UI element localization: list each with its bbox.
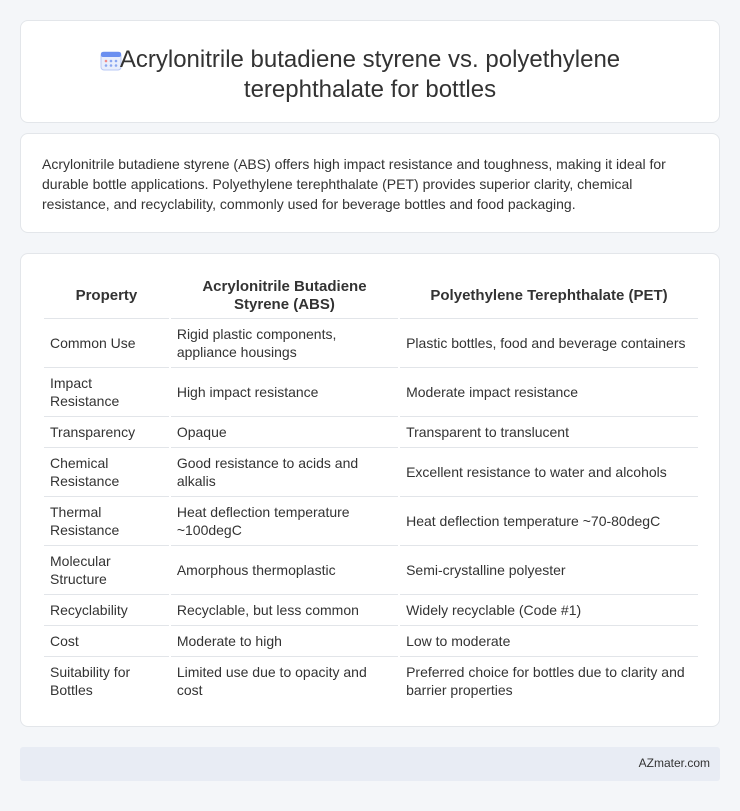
property-cell: Cost bbox=[44, 625, 169, 656]
comparison-table bbox=[42, 274, 700, 705]
header-property: Property bbox=[75, 287, 138, 304]
intro-card bbox=[20, 133, 720, 233]
table-row bbox=[44, 656, 698, 705]
abs-cell: Heat deflection temperature ~100degC bbox=[171, 496, 398, 545]
property-cell: Molecular Structure bbox=[44, 545, 169, 594]
table-row bbox=[44, 594, 698, 625]
table-row bbox=[44, 545, 698, 594]
intro-paragraph: Acrylonitrile butadiene styrene (ABS) offers high impact resistance and toughness, making it ideal for durable bottle applications. Polyethylene terephthalate (PET) provides superior clarity, chemical resistance, and recyclability, commonly used for beverage bottles and food packaging. bbox=[42, 156, 666, 212]
abs-cell: High impact resistance bbox=[171, 367, 398, 416]
header-abs: Acrylonitrile Butadiene Styrene (ABS) bbox=[202, 278, 367, 313]
property-cell: Transparency bbox=[44, 416, 169, 447]
pet-cell: Preferred choice for bottles due to clarity and barrier properties bbox=[400, 656, 698, 705]
table-row bbox=[44, 367, 698, 416]
table-row bbox=[44, 625, 698, 656]
pet-cell: Excellent resistance to water and alcohols bbox=[400, 447, 698, 496]
property-cell: Suitability for Bottles bbox=[44, 656, 169, 705]
table-row bbox=[44, 496, 698, 545]
table-header-row bbox=[44, 274, 698, 318]
pet-cell: Moderate impact resistance bbox=[400, 367, 698, 416]
table-row bbox=[44, 447, 698, 496]
abs-cell: Opaque bbox=[171, 416, 398, 447]
property-cell: Chemical Resistance bbox=[44, 447, 169, 496]
abs-cell: Amorphous thermoplastic bbox=[171, 545, 398, 594]
table-row bbox=[44, 318, 698, 367]
pet-cell: Heat deflection temperature ~70-80degC bbox=[400, 496, 698, 545]
table-row bbox=[44, 416, 698, 447]
header-pet: Polyethylene Terephthalate (PET) bbox=[430, 287, 668, 304]
abs-cell: Good resistance to acids and alkalis bbox=[171, 447, 398, 496]
pet-cell: Plastic bottles, food and beverage containers bbox=[400, 318, 698, 367]
property-cell: Impact Resistance bbox=[44, 367, 169, 416]
pet-cell: Widely recyclable (Code #1) bbox=[400, 594, 698, 625]
pet-cell: Low to moderate bbox=[400, 625, 698, 656]
abs-cell: Limited use due to opacity and cost bbox=[171, 656, 398, 705]
pet-cell: Semi-crystalline polyester bbox=[400, 545, 698, 594]
footer-bar bbox=[20, 747, 720, 781]
property-cell: Common Use bbox=[44, 318, 169, 367]
comparison-card bbox=[20, 253, 720, 727]
footer-brand-link[interactable]: AZmater.com bbox=[638, 756, 710, 770]
pet-cell: Transparent to translucent bbox=[400, 416, 698, 447]
property-cell: Thermal Resistance bbox=[44, 496, 169, 545]
abs-cell: Recyclable, but less common bbox=[171, 594, 398, 625]
page-title: Acrylonitrile butadiene styrene vs. polyethylene terephthalate for bottles bbox=[119, 46, 621, 103]
abs-cell: Rigid plastic components, appliance housings bbox=[171, 318, 398, 367]
property-cell: Recyclability bbox=[44, 594, 169, 625]
title-card bbox=[20, 20, 720, 123]
abs-cell: Moderate to high bbox=[171, 625, 398, 656]
